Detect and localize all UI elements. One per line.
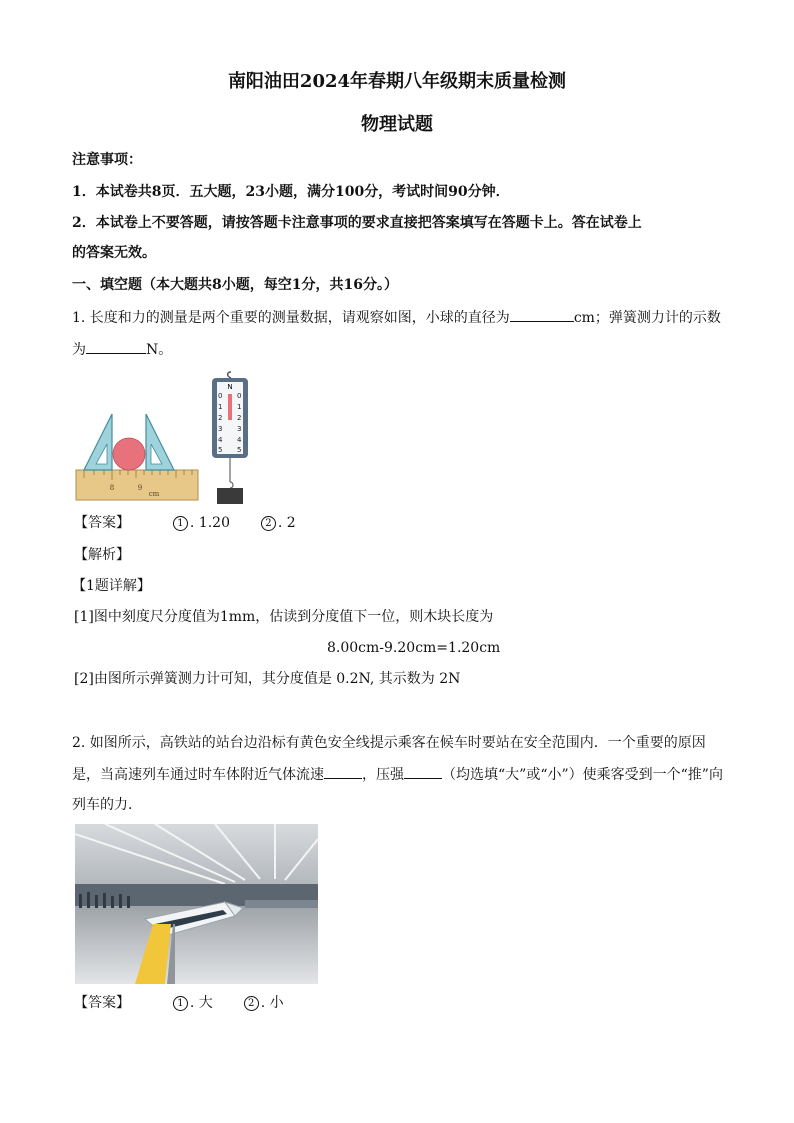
question-1-text: 为 (72, 342, 86, 358)
question-2-line-2 (72, 764, 723, 785)
hook-top (228, 372, 231, 378)
scale-tick-label: 1 (237, 403, 242, 411)
answer-blank (510, 307, 574, 322)
question-1-text: 1. 长度和力的测量是两个重要的测量数据，请观察如图，小球的直径为 (72, 310, 510, 326)
question-1-text: cm；弹簧测力计的示数 (573, 310, 721, 326)
scale-unit-label: N (227, 383, 233, 391)
page-subtitle: 物理试题 (361, 114, 433, 135)
answer-value: . 小 (260, 995, 284, 1011)
question-1-line-1 (72, 307, 721, 328)
page-title: 南阳油田2024年春期八年级期末质量检测 (227, 71, 567, 92)
notice-item-1: 1．本试卷共8页．五大题，23小题，满分100分，考试时间90分钟． (72, 184, 510, 200)
answer-blank (404, 764, 442, 779)
station-photo (75, 824, 318, 984)
hook-bottom (230, 482, 233, 488)
scale-tick-label: 4 (237, 436, 242, 444)
scale-tick-label: 4 (218, 436, 223, 444)
answer-label: 【答案】 (74, 995, 130, 1011)
question-2-text: ，压强 (362, 767, 404, 783)
question-1-text: N。 (146, 342, 173, 358)
ball (113, 438, 145, 470)
scale-tick-label: 3 (218, 425, 223, 433)
spring-pointer (228, 394, 232, 420)
scale-tick-label: 2 (237, 414, 242, 422)
answer-blank (86, 339, 146, 354)
spring-scale-figure (208, 370, 254, 506)
answer-value: . 大 (189, 995, 213, 1011)
question-2-line-1: 2. 如图所示，高铁站的站台边沿标有黄色安全线提示乘客在候车时要站在安全范围内．一个重要的原因 (72, 735, 706, 751)
notice-item-2: 2．本试卷上不要答题，请按答题卡注意事项的要求直接把答案填写在答题卡上。答在试卷上 (72, 215, 642, 231)
ruler-unit-label: cm (148, 490, 160, 498)
answer-number-badge: 1 (173, 996, 188, 1011)
scale-tick-label: 2 (218, 414, 223, 422)
detail-formula: 8.00cm-9.20cm=1.20cm (327, 640, 501, 656)
answer-blank (324, 764, 362, 779)
ceiling (75, 824, 318, 894)
question-1-line-2 (72, 339, 172, 360)
scale-tick-label: 0 (237, 392, 242, 400)
question-2-text: （均选填“大”或“小”）使乘客受到一个“推”向 (442, 767, 723, 783)
ruler-ball-figure (74, 372, 200, 504)
question-2-line-3: 列车的力． (72, 797, 142, 813)
question-2-text: 是，当高速列车通过时车体附近气体流速 (72, 767, 324, 783)
answer-number-badge: 2 (261, 516, 276, 531)
answer-row-1 (74, 513, 296, 533)
scale-tick-label: 1 (218, 403, 223, 411)
scale-tick-label: 0 (218, 392, 223, 400)
answer-number-badge: 2 (244, 996, 259, 1011)
answer-label: 【答案】 (74, 515, 130, 531)
answer-number-badge: 1 (173, 516, 188, 531)
ruler-tick-label: 8 (109, 484, 115, 492)
notice-item-2-cont: 的答案无效。 (72, 245, 156, 261)
answer-value: . 1.20 (189, 515, 230, 531)
detail-line-1: [1]图中刻度尺分度值为1mm，估读到分度值下一位，则木块长度为 (74, 609, 494, 625)
scale-tick-label: 5 (237, 446, 242, 454)
weight-block (217, 488, 243, 504)
section-heading: 一、填空题（本大题共8小题，每空1分，共16分。） (72, 277, 398, 293)
answer-value: . 2 (277, 515, 296, 531)
detail-line-2: [2]由图所示弹簧测力计可知，其分度值是 0.2N, 其示数为 2N (74, 671, 461, 687)
notice-heading: 注意事项： (72, 152, 142, 168)
scale-tick-label: 5 (218, 446, 223, 454)
scale-tick-label: 3 (237, 425, 242, 433)
answer-row-2 (74, 993, 284, 1013)
ruler-tick-label: 9 (137, 484, 143, 492)
detail-label: 【1题详解】 (72, 578, 151, 594)
analysis-label: 【解析】 (74, 547, 130, 563)
